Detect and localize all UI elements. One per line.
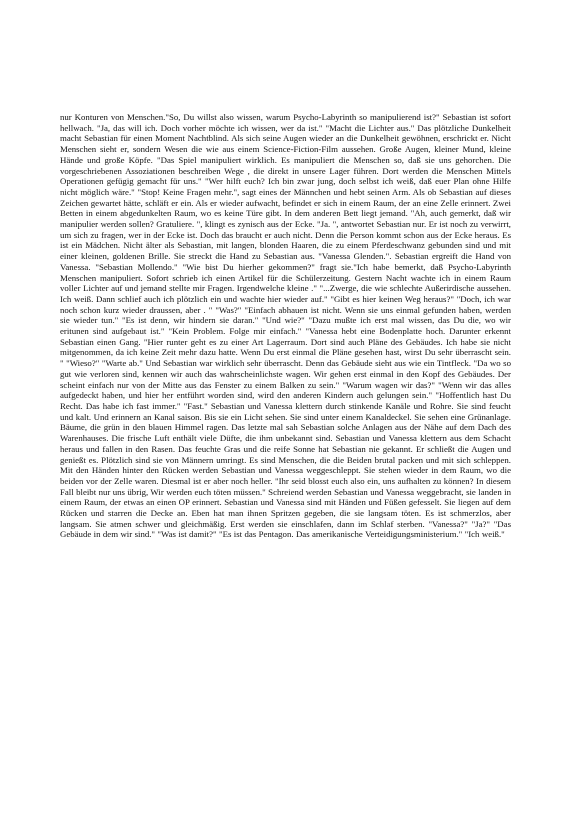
story-paragraph: nur Konturen von Menschen."So, Du willst also wissen, warum Psycho-Labyrinth so manipulierend ist?" Sebastian ist sofort hellwach. "Ja, das will ich. Doch vorher möchte ich wissen, wer da ist." "Macht die Lichter aus." Das plötzliche Dunkelheit macht Sebastian für einen Moment Nachtblind. Als sich seine Augen wieder an die Dunkelheit gewöhnen, erschrickt er. Nicht Menschen sieht er, sondern Wesen die wie aus einem Science-Fiction-Film aussehen. Große Augen, kleiner Mund, kleine Hände und große Köpfe. "Das Spiel manipuliert wirklich. Es manipuliert die Menschen so, daß sie uns gehorchen. Die vorgeschriebenen Assoziationen beschreiben Wege , die direkt in unsere Lager führen. Dort werden die Menschen Mittels Operationen gefügig gemacht für uns." "Wer hilft euch? Ich bin zwar jung, doch selbst ich weiß, daß euer Plan ohne Hilfe nicht möglich wäre." "Stop! Keine Fragen mehr.", sagt eines der Männchen und hebt seinen Arm. Als ob Sebastian auf dieses Zeichen gewartet hätte, schläft er ein. Als er wieder aufwacht, befindet er sich in einem Raum, der an eine Zelle erinnert. Zwei Betten in einem abgedunkelten Raum, wo es keine Türe gibt. In dem anderen Bett liegt jemand. "Ah, auch gemerkt, daß wir manipulier werden sollen? Gratuliere. ", klingt es zynisch aus der Ecke. "Ja. ", antwortet Sebastian nur. Er ist noch zu verwirrt, um sich zu fragen, wer in der Ecke ist. Doch das braucht er auch nicht. Denn die Person kommt schon aus der Ecke heraus. Es ist ein Mädchen. Nicht älter als Sebastian, mit langen, blonden Haaren, die zu einem Pferdeschwanz gebunden sind und mit einer kleinen, goldenen Brille. Sie streckt die Hand zu Sebastian aus. "Vanessa Glenden.". Sebastian ergreift die Hand von Vanessa. "Sebastian Mollendo." "Wie bist Du hierher gekommen?" fragt sie."Ich habe bemerkt, daß Psycho-Labyrinth Menschen manipuliert. Sofort schrieb ich einen Artikel für die Schülerzeitung. Gestern Nacht wachte ich in einem Raum voller Lichter auf und jemand stellte mir Fragen. Irgendwelche kleine ." "...Zwerge, die wie schlechte Außerirdische aussehen. Ich weiß. Dann schlief auch ich plötzlich ein und wachte hier wieder auf." "Gibt es hier keinen Weg heraus?" "Doch, ich war noch schon kurz wieder draussen, aber . " "Was?" "Einfach abhauen ist nicht. Wenn sie uns einmal gefunden haben, werden sie wieder tun." "Es ist denn, wir hindern sie daran." "Und wie?" "Dazu mußte ich erst mal wissen, das Du die, wo wir eritunen sind aufgebaut ist." "Kein Problem. Folge mir einfach." "Vanessa hebt eine Bodenplatte hoch. Darunter erkennt Sebastian einen Gang. "Hier runter geht es zu einer Art Lagerraum. Dort sind auch Pläne des Gebäudes. Ich habe sie nicht mitgenommen, da ich keine Zeit mehr dazu hatte. Wenn Du erst einmal die Pläne gesehen hast, wirst Du sehr überrascht sein. " "Wieso?" "Warte ab." Und Sebastian war wirklich sehr überrascht. Denn das Gebäude sieht aus wie ein Tintfleck. "Da wo so gut wie verloren sind, kennen wir auch das wahrscheinlichste wagen. Wir gehen erst einmal in den Kopf des Gebäudes. Der scheint einfach nur von der Mitte aus das Fenster zu einem Balken zu sein." "Warum wagen wir das?" "Wenn wir das alles aufgedeckt haben, und hier her entführt worden sind, wird den anderen Kindern auch gelungen sein." "Hoffentlich hast Du Recht. Das habe ich fast immer." "Fast." Sebastian und Vanessa klettern durch stinkende Kanäle und Rohre. Sie sind feucht und kalt. Und erinnern an Kanal saison. Bis sie ein Licht sehen. Sie sind unter einem Kanaldeckel. Sie sehen eine Grünanlage. Bäume, die grün in den blauen Himmel ragen. Das letzte mal sah Sebastian solche Anlagen aus der Nähe auf dem Dach des Warenhauses. Die frische Luft enthält viele Düfte, die ihm unbekannt sind. Sebastian und Vanessa klettern aus dem Schacht heraus und fallen in den Rasen. Das feuchte Gras und die reife Sonne hat Sebastian nie gekannt. Er schließt die Augen und genießt es. Plötzlich sind sie von Männern umringt. Es sind Menschen, die die Beiden brutal packen und mit sich schleppen. Mit den Händen hinter den Rücken werden Sebastian und Vanessa weggeschleppt. Sie stehen wieder in dem Raum, wo die beiden vor der Zelle waren. Diesmal ist er aber noch heller. "Ihr seid blosst euch also ein, uns aufhalten zu können? In diesem Fall bleibt nur uns übrig, Wir werden euch töten müssen." Schreiend werden Sebastian und Vanessa weggebracht, sie landen in einem Raum, der etwas an einen OP erinnert. Sebastian und Vanessa sind mit Händen und Füßen gefesselt. Sie liegen auf dem Rücken und starren die Decke an. Eben hat man ihnen Spritzen gegeben, die sie langsam töten. Es ist schmerzlos, aber langsam. Sie atmen schwer und gleichmäßig. Erst werden sie einschlafen, dann im Schlaf sterben. "Vanessa?" "Ja?" "Das Gebäude in dem wir sind." "Was ist damit?" "Es ist das Pentagon. Das amerikanische Verteidigungsministerium." "Ich weiß." bbox=[60, 112, 511, 540]
